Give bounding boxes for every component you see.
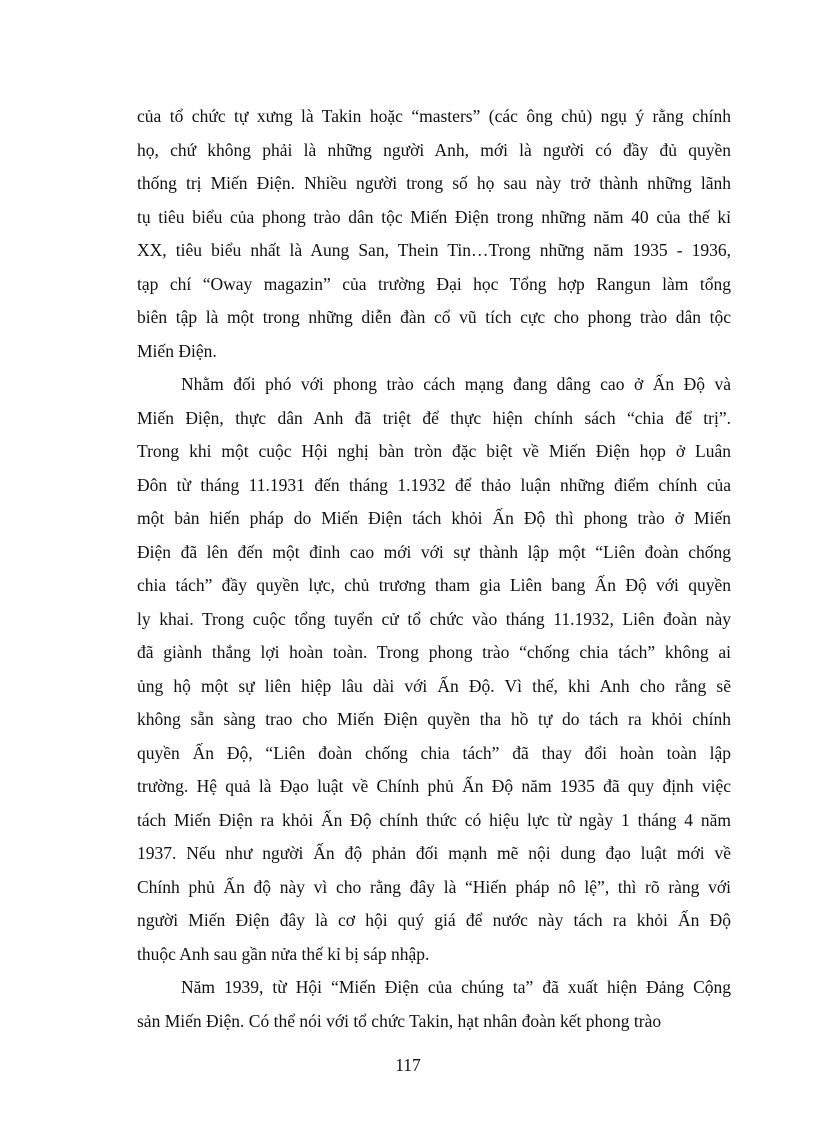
paragraph [137, 971, 731, 1038]
text-line: họ, chứ không phải là những người Anh, mới là người có đầy đủ quyền [137, 139, 731, 160]
text-line: XX, tiêu biểu nhất là Aung San, Thein Tin…Trong những năm 1935 - 1936, [137, 240, 731, 260]
text-line: của tổ chức tự xưng là Takin hoặc “masters” (các ông chủ) ngụ ý rằng chính [137, 106, 731, 126]
text-line: Chính phủ Ấn độ này vì cho rằng đây là “Hiến pháp nô lệ”, thì rõ ràng với [137, 876, 731, 897]
text-line: thống trị Miến Điện. Nhiều người trong số họ sau này trở thành những lãnh [137, 173, 731, 193]
text-line: người Miến Điện đây là cơ hội quý giá để nước này tách ra khỏi Ấn Độ [137, 910, 731, 930]
text-line: thuộc Anh sau gần nửa thế kỉ bị sáp nhập. [137, 943, 430, 964]
text-line: quyền Ấn Độ, “Liên đoàn chống chia tách” đã thay đổi hoàn toàn lập [137, 742, 731, 763]
text-line: Miến Điện, thực dân Anh đã triệt để thực hiện chính sách “chia để trị”. [137, 407, 731, 428]
paragraph [137, 368, 731, 971]
text-line: đã giành thắng lợi hoàn toàn. Trong phong trào “chống chia tách” không ai [137, 642, 731, 662]
text-line: sản Miến Điện. Có thể nói với tổ chức Takin, hạt nhân đoàn kết phong trào [137, 1010, 662, 1031]
text-line: Đôn từ tháng 11.1931 đến tháng 1.1932 để thảo luận những điểm chính của [137, 474, 731, 495]
text-line: tụ tiêu biểu của phong trào dân tộc Miến Điện trong những năm 40 của thế kỉ [137, 206, 731, 227]
text-line: ủng hộ một sự liên hiệp lâu dài với Ấn Độ. Vì thế, khi Anh cho rằng sẽ [137, 675, 731, 696]
body-text [137, 100, 731, 1038]
text-line: 1937. Nếu như người Ấn độ phản đối mạnh mẽ nội dung đạo luật mới về [137, 843, 731, 863]
text-line: tạp chí “Oway magazin” của trường Đại học Tổng hợp Rangun làm tổng [137, 273, 731, 294]
text-line: Miến Điện. [137, 340, 217, 361]
text-line: trường. Hệ quả là Đạo luật về Chính phủ Ấn Độ năm 1935 đã quy định việc [137, 776, 731, 796]
text-line: Điện đã lên đến một đỉnh cao mới với sự thành lập một “Liên đoàn chống [137, 541, 731, 562]
text-line: không sẵn sàng trao cho Miến Điện quyền tha hồ tự do tách ra khỏi chính [137, 709, 731, 729]
text-line: Năm 1939, từ Hội “Miến Điện của chúng ta” đã xuất hiện Đảng Cộng [181, 977, 731, 997]
paragraph [137, 100, 731, 368]
text-line: tách Miến Điện ra khỏi Ấn Độ chính thức có hiệu lực từ ngày 1 tháng 4 năm [137, 809, 731, 830]
text-line: Nhằm đối phó với phong trào cách mạng đang dâng cao ở Ấn Độ và [181, 374, 731, 394]
page-number: 117 [395, 1055, 421, 1075]
text-line: chia tách” đầy quyền lực, chủ trương tham gia Liên bang Ấn Độ với quyền [137, 575, 731, 595]
text-line: biên tập là một trong những diễn đàn cổ vũ tích cực cho phong trào dân tộc [137, 307, 731, 327]
text-line: ly khai. Trong cuộc tổng tuyển cử tổ chức vào tháng 11.1932, Liên đoàn này [137, 608, 731, 629]
text-line: một bản hiến pháp do Miến Điện tách khỏi Ấn Độ thì phong trào ở Miến [137, 508, 731, 528]
text-line: Trong khi một cuộc Hội nghị bàn tròn đặc biệt về Miến Điện họp ở Luân [137, 441, 731, 461]
